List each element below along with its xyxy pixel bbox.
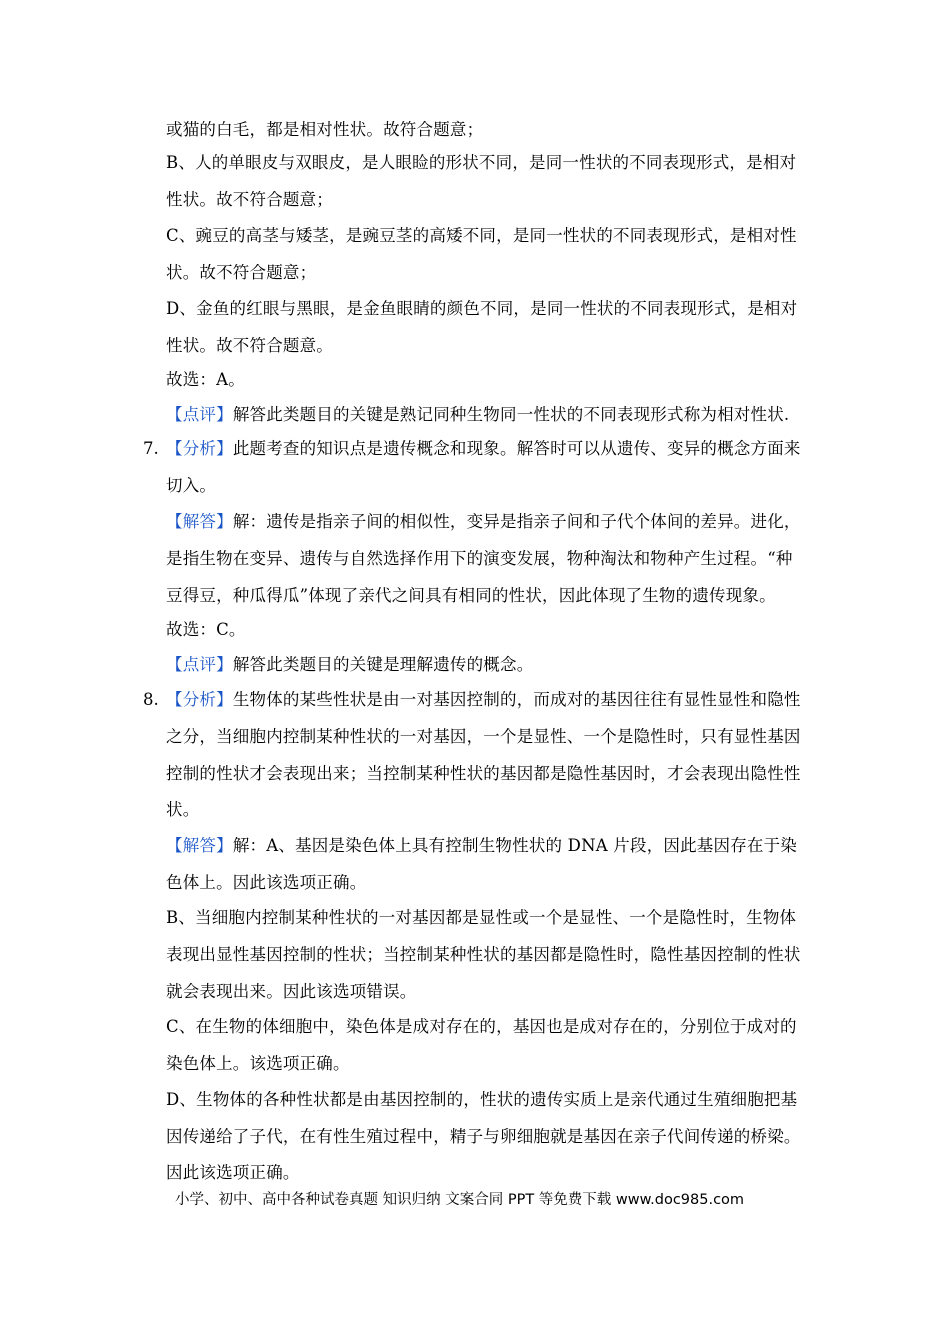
q6-option-b-line-1: B、人的单眼皮与双眼皮，是人眼睑的形状不同，是同一性状的不同表现形式，是相对	[166, 153, 797, 172]
q8-option-c-line-1: C、在生物的体细胞中，染色体是成对存在的，基因也是成对存在的，分别位于成对的	[166, 1017, 797, 1036]
q6-option-c-line-2: 状。故不符合题意；	[166, 263, 317, 282]
q7-review	[166, 654, 533, 676]
q6-option-d-line-2: 性状。故不符合题意。	[166, 336, 333, 355]
q8-option-b-line-1: B、当细胞内控制某种性状的一对基因都是显性或一个是显性、一个是隐性时，生物体	[166, 908, 797, 927]
q8-option-d-line-2: 因传递给了子代，在有性生殖过程中，精子与卵细胞就是基因在亲子代间传递的桥梁。	[166, 1127, 801, 1146]
q7-review-tag: 【点评】	[166, 655, 233, 674]
q8-analysis-line-4: 状。	[166, 800, 200, 819]
q8-option-c-line-2: 染色体上。该选项正确。	[166, 1054, 350, 1073]
q8-analysis-text: 生物体的某些性状是由一对基因控制的，而成对的基因往往有显性显性和隐性	[232, 690, 801, 709]
q8-answer-a-line-2: 色体上。因此该选项正确。	[166, 873, 367, 892]
q8-option-b-line-3: 就会表现出来。因此该选项错误。	[166, 982, 417, 1001]
q6-review-text: 解答此类题目的关键是熟记同种生物同一性状的不同表现形式称为相对性状.	[232, 405, 790, 424]
q6-option-c-line-1: C、豌豆的高茎与矮茎，是豌豆茎的高矮不同，是同一性状的不同表现形式，是相对性	[166, 226, 797, 245]
q8-answer-line-1	[166, 835, 797, 857]
q7-answer-text: 解：遗传是指亲子间的相似性，变异是指亲子间和子代个体间的差异。进化，	[232, 512, 801, 531]
q8-option-b-line-2: 表现出显性基因控制的性状；当控制某种性状的基因都是隐性时，隐性基因控制的性状	[166, 945, 801, 964]
q8-analysis-line-1	[166, 689, 801, 711]
q7-analysis-tag: 【分析】	[166, 439, 233, 458]
q7-choice: 故选：C。	[166, 620, 246, 639]
q6-line-1: 或猫的白毛，都是相对性状。故符合题意；	[166, 120, 484, 139]
q7-number: 7.	[143, 439, 159, 458]
q8-option-d-line-3: 因此该选项正确。	[166, 1163, 300, 1182]
q8-number: 8.	[143, 690, 159, 709]
q8-option-d-line-1: D、生物体的各种性状都是由基因控制的，性状的遗传实质上是亲代通过生殖细胞把基	[166, 1090, 798, 1109]
q6-review-tag: 【点评】	[166, 405, 233, 424]
page-footer: 小学、初中、高中各种试卷真题 知识归纳 文案合同 PPT 等免费下载 www.doc985.com	[175, 1192, 745, 1208]
q7-answer-tag: 【解答】	[166, 512, 233, 531]
q7-answer-line-2: 是指生物在变异、遗传与自然选择作用下的演变发展，物种淘汰和物种产生过程。“种	[166, 549, 793, 568]
q7-answer-line-1	[166, 511, 801, 533]
q8-analysis-tag: 【分析】	[166, 690, 233, 709]
q7-answer-line-3: 豆得豆，种瓜得瓜”体现了亲代之间具有相同的性状，因此体现了生物的遗传现象。	[166, 586, 776, 605]
q6-choice: 故选：A。	[166, 370, 245, 389]
q6-option-b-line-2: 性状。故不符合题意；	[166, 190, 333, 209]
q7-review-text: 解答此类题目的关键是理解遗传的概念。	[232, 655, 534, 674]
q6-review	[166, 404, 789, 426]
q8-answer-tag: 【解答】	[166, 836, 233, 855]
q8-answer-text: 解：A、基因是染色体上具有控制生物性状的 DNA 片段，因此基因存在于染	[232, 836, 798, 855]
q8-analysis-line-3: 控制的性状才会表现出来；当控制某种性状的基因都是隐性基因时，才会表现出隐性性	[166, 764, 801, 783]
q6-option-d-line-1: D、金鱼的红眼与黑眼，是金鱼眼睛的颜色不同，是同一性状的不同表现形式，是相对	[166, 299, 798, 318]
q7-analysis-line-1	[166, 438, 801, 460]
q7-analysis-text: 此题考查的知识点是遗传概念和现象。解答时可以从遗传、变异的概念方面来	[232, 439, 801, 458]
q8-analysis-line-2: 之分，当细胞内控制某种性状的一对基因，一个是显性、一个是隐性时，只有显性基因	[166, 727, 801, 746]
q7-analysis-line-2: 切入。	[166, 476, 217, 495]
